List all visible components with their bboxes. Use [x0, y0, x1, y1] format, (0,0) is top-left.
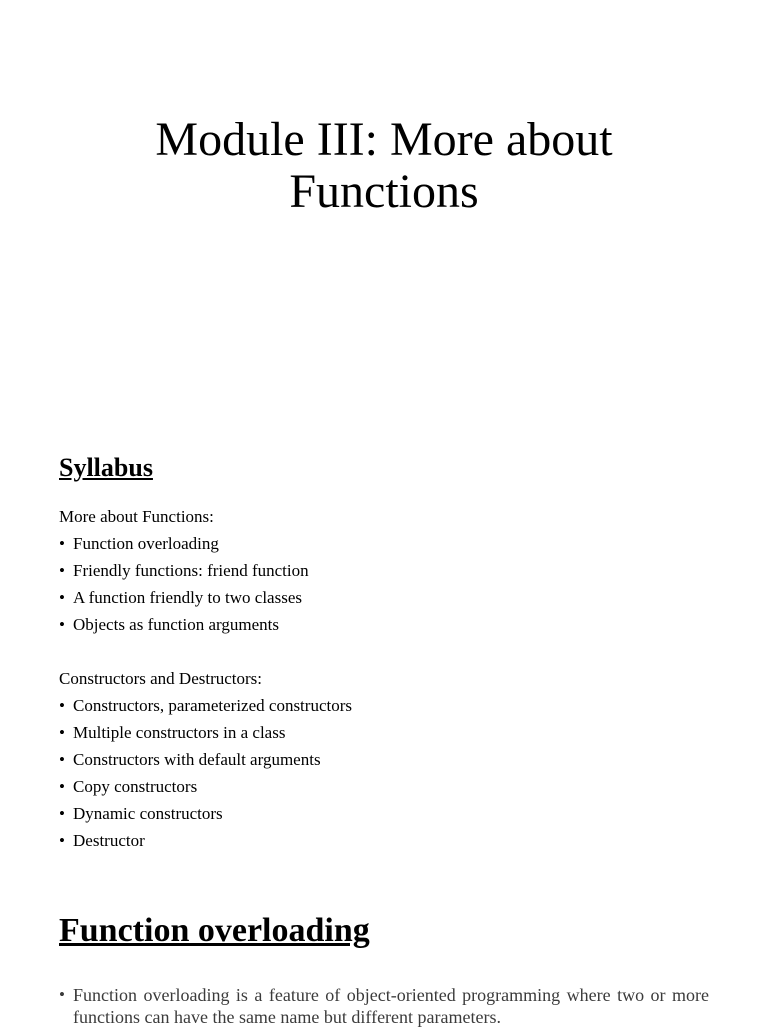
bullet-list — [59, 984, 709, 1028]
list-item: • Constructors with default arguments — [59, 746, 709, 773]
group-label: Constructors and Destructors: — [59, 669, 263, 688]
syllabus-group-functions — [59, 503, 709, 638]
group-label: More about Functions: — [59, 507, 214, 526]
list-item: • Dynamic constructors — [59, 800, 709, 827]
list-item: • Function overloading — [59, 530, 709, 557]
bullet-list — [59, 692, 709, 854]
list-item: • Multiple constructors in a class — [59, 719, 709, 746]
list-item: • A function friendly to two classes — [59, 584, 709, 611]
list-item: • Copy constructors — [59, 773, 709, 800]
list-item: • Objects as function arguments — [59, 611, 709, 638]
syllabus-heading: Syllabus — [59, 453, 153, 482]
page-title — [0, 114, 768, 218]
list-item: • Constructors, parameterized constructors — [59, 692, 709, 719]
syllabus-group-constructors — [59, 665, 709, 854]
list-item: • Friendly functions: friend function — [59, 557, 709, 584]
bullet-list — [59, 530, 709, 638]
list-item: • Destructor — [59, 827, 709, 854]
title-line-2: Functions — [289, 165, 479, 218]
function-overloading-body — [59, 984, 709, 1028]
title-line-1: Module III: More about — [155, 113, 613, 166]
list-item: • Function overloading is a feature of object-oriented programming where two or more functions can have the same name but different parameters. — [59, 984, 709, 1028]
function-overloading-heading: Function overloading — [59, 912, 370, 949]
